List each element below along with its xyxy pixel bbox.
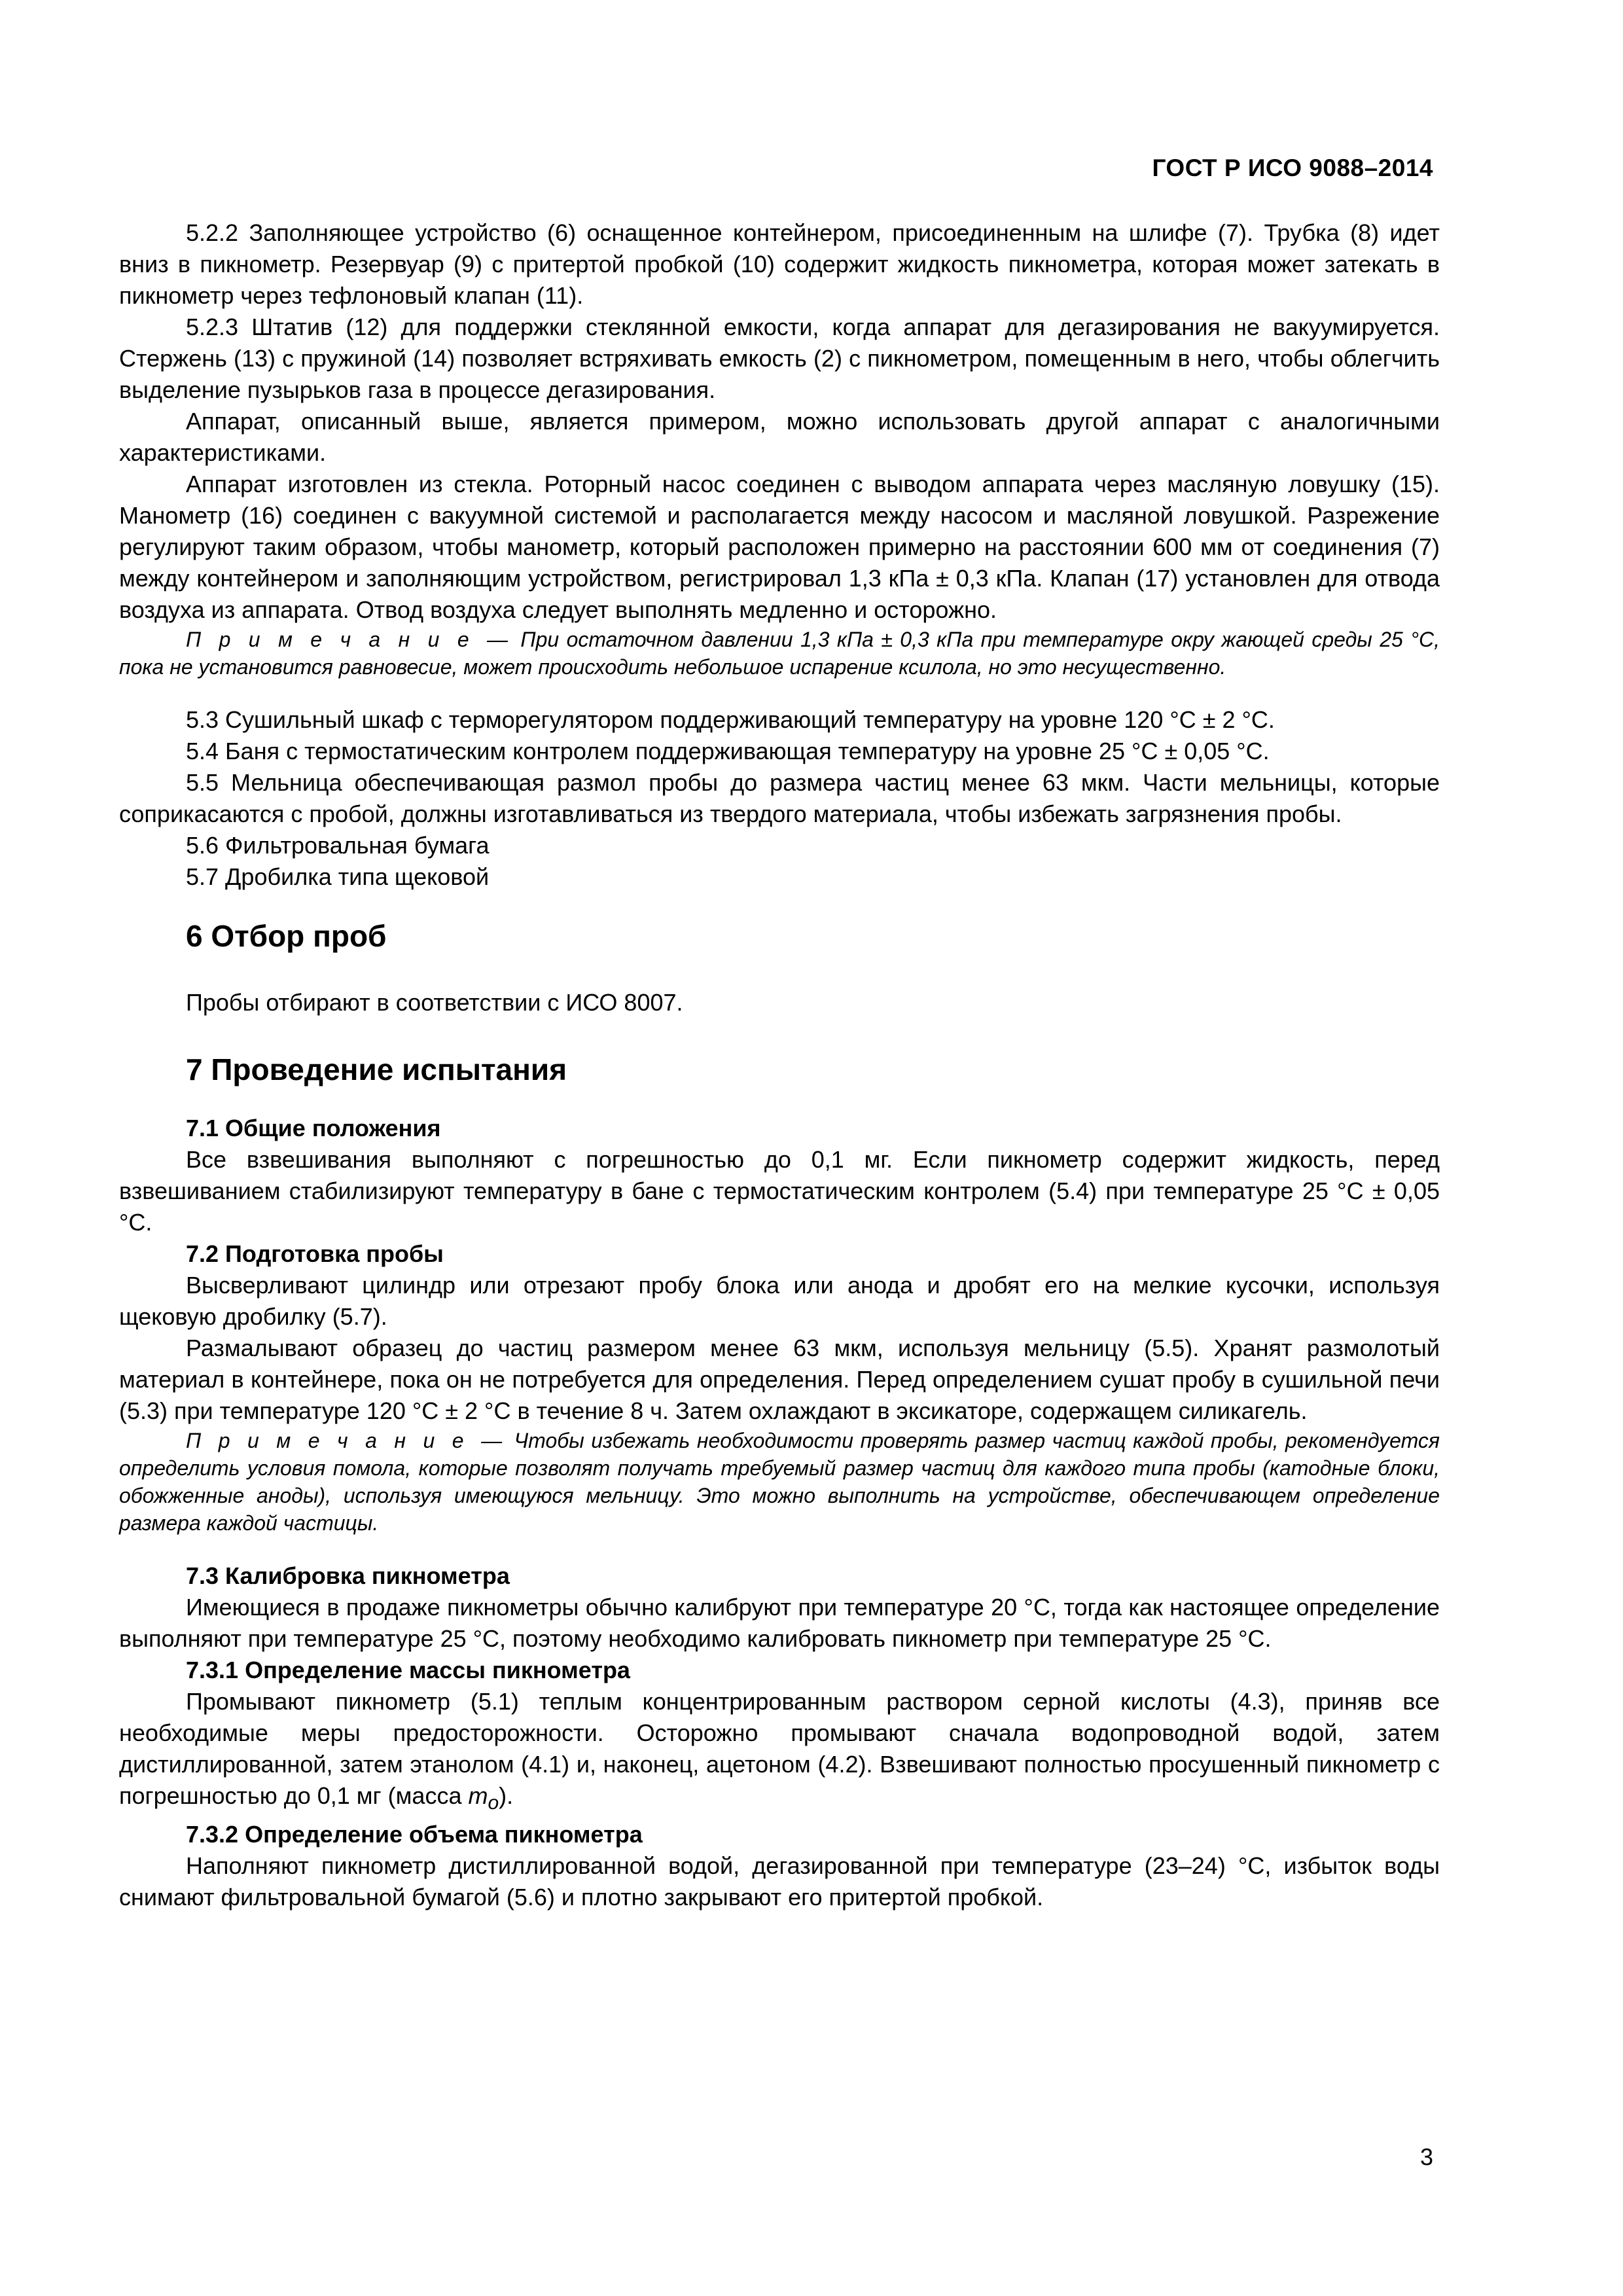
clause-7-3-heading: 7.3 Калибровка пикнометра: [186, 1562, 510, 1589]
note-1: [119, 626, 1440, 681]
page-content: [119, 217, 1440, 1913]
mass-subscript: o: [488, 1792, 499, 1814]
clause-5-4: 5.4 Баня с термостатическим контролем поддерживающая температуру на уровне 25 °С ± 0,05 °С.: [186, 738, 1270, 764]
clause-5-3: 5.3 Сушильный шкаф с терморегулятором поддерживающий температуру на уровне 120 °С ± 2 °С.: [186, 706, 1275, 733]
clause-7-2-paragraph-1: Высверливают цилиндр или отрезают пробу блока или анода и дробят его на мелкие кусочки, используя щековую дробилку (5.7).: [119, 1272, 1440, 1330]
document-code-header: ГОСТ Р ИСО 9088–2014: [1152, 154, 1433, 181]
clause-7-3-1-body: Промывают пикнометр (5.1) теплым концентрированным раствором серной кислоты (4.3), приняв все необходимые меры предосторожности. Осторожно промывают сначала водопроводной водой, затем дистиллированной, затем этанолом (4.1) и, наконец, ацетоном (4.2). Взвешивают полностью просушенный пикнометр с погрешностью до 0,1 мг (масса: [119, 1688, 1440, 1809]
note-2-text: Чтобы избежать необходимости проверять размер частиц каждой пробы, рекомендуется определить условия помола, которые позволят получать требуемый размер частиц для каждого типа пробы (катодные блоки, обожженные аноды), используя имеющуюся мельницу. Это можно выполнить на устройстве, обеспечивающем определение размера каждой частицы.: [119, 1429, 1440, 1535]
section-7-heading: 7 Проведение испытания: [186, 1052, 567, 1086]
apparatus-example-paragraph: Аппарат, описанный выше, является примером, можно использовать другой аппарат с аналогичными характеристиками.: [119, 408, 1440, 466]
clause-7-2-heading: 7.2 Подготовка пробы: [186, 1240, 444, 1267]
clause-5-5: 5.5 Мельница обеспечивающая размол пробы до размера частиц менее 63 мкм. Части мельницы, которые соприкасаются с пробой, должны изготавливаться из твердого материала, чтобы избежать загрязнения пробы.: [119, 769, 1440, 827]
section-6-heading: 6 Отбор проб: [186, 919, 387, 953]
clause-7-1-text: Все взвешивания выполняют с погрешностью до 0,1 мг. Если пикнометр содержит жидкость, перед взвешиванием стабилизируют температуру в бане с термостатическим контролем (5.4) при температуре 25 °С ± 0,05 °С.: [119, 1146, 1440, 1236]
clause-7-3-text: Имеющиеся в продаже пикнометры обычно калибруют при температуре 20 °С, тогда как настоящее определение выполняют при температуре 25 °С, поэтому необходимо калибровать пикнометр при температуре 25 °С.: [119, 1594, 1440, 1652]
clause-5-6: 5.6 Фильтровальная бумага: [186, 832, 490, 859]
clause-5-7: 5.7 Дробилка типа щековой: [186, 863, 490, 890]
clause-7-2-paragraph-2: Размалывают образец до частиц размером менее 63 мкм, используя мельницу (5.5). Хранят размолотый материал в контейнере, пока он не потребуется для определения. Перед определением сушат пробу в сушильной печи (5.3) при температуре 120 °С ± 2 °С в течение 8 ч. Затем охлаждают в эксикаторе, содержащем силикагель.: [119, 1335, 1440, 1424]
clause-7-3-2-heading: 7.3.2 Определение объема пикнометра: [186, 1821, 643, 1848]
note-2-label: П р и м е ч а н и е —: [186, 1429, 508, 1452]
note-1-text: При остаточном давлении 1,3 кПа ± 0,3 кПа при температуре окру жающей среды 25 °С, пока не установится равновесие, может происходить небольшое испарение ксилола, но это несущественно.: [119, 628, 1440, 679]
clause-7-1-heading: 7.1 Общие положения: [186, 1115, 441, 1141]
mass-symbol: m: [468, 1782, 488, 1809]
clause-7-3-1-heading: 7.3.1 Определение массы пикнометра: [186, 1657, 630, 1683]
page-number: 3: [1419, 2144, 1433, 2170]
section-6-text: Пробы отбирают в соответствии с ИСО 8007.: [186, 989, 683, 1016]
clause-7-3-1-text: [119, 1686, 1440, 1819]
apparatus-glass-paragraph: Аппарат изготовлен из стекла. Роторный насос соединен с выводом аппарата через масляную ловушку (15). Манометр (16) соединен с вакуумной системой и располагается между насосом и масляной ловушкой. Разрежение регулируют таким образом, чтобы манометр, который расположен примерно на расстоянии 600 мм от соединения (7) между контейнером и заполняющим устройством, регистрировал 1,3 кПа ± 0,3 кПа. Клапан (17) установлен для отвода воздуха из аппарата. Отвод воздуха следует выполнять медленно и осторожно.: [119, 471, 1440, 623]
note-2: [119, 1427, 1440, 1537]
clause-5-2-2: 5.2.2 Заполняющее устройство (6) оснащенное контейнером, присоединенным на шлифе (7). Трубка (8) идет вниз в пикнометр. Резервуар (9) с притертой пробкой (10) содержит жидкость пикнометра, которая может затекать в пикнометр через тефлоновый клапан (11).: [119, 219, 1440, 309]
clause-5-2-3: 5.2.3 Штатив (12) для поддержки стеклянной емкости, когда аппарат для дегазирования не вакуумируется. Стержень (13) с пружиной (14) позволяет встряхивать емкость (2) с пикнометром, помещенным в него, чтобы облегчить выделение пузырьков газа в процессе дегазирования.: [119, 314, 1440, 403]
clause-7-3-2-text: Наполняют пикнометр дистиллированной водой, дегазированной при температуре (23–24) °С, избыток воды снимают фильтровальной бумагой (5.6) и плотно закрывают его притертой пробкой.: [119, 1852, 1440, 1911]
clause-7-3-1-end: ).: [499, 1782, 514, 1809]
note-1-label: П р и м е ч а н и е —: [186, 628, 514, 651]
